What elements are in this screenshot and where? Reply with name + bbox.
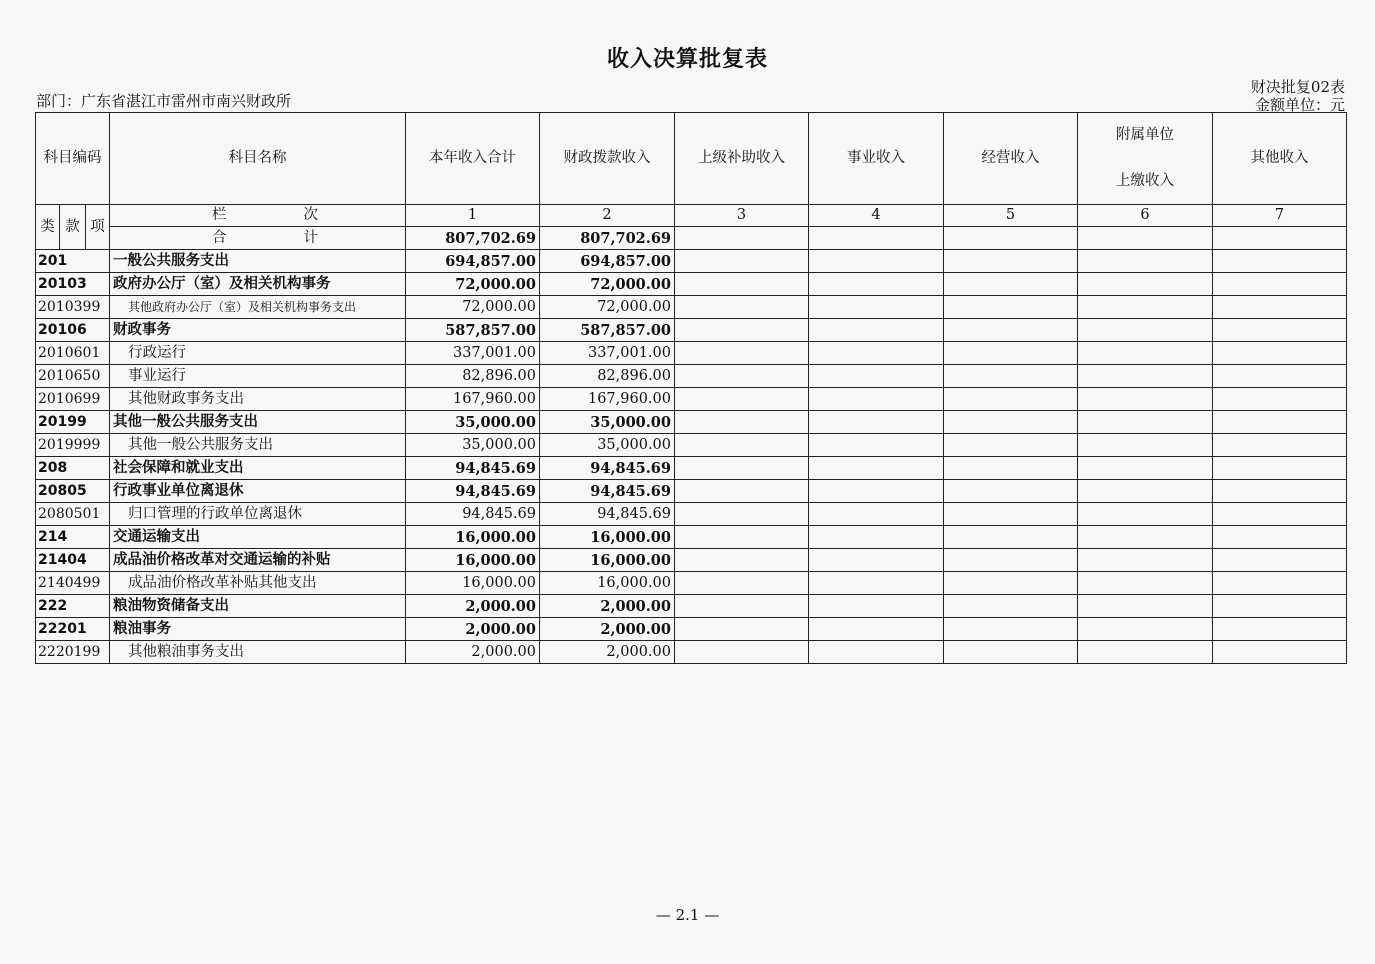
row-code: 2010399: [36, 296, 110, 319]
row-name: 其他一般公共服务支出: [110, 434, 406, 457]
table-row: [36, 319, 1347, 342]
row-fiscal: 16,000.00: [540, 549, 675, 572]
row-code: 201: [36, 250, 110, 273]
row-total: 2,000.00: [406, 641, 540, 664]
row-fiscal: 16,000.00: [540, 526, 675, 549]
col-num-5: 5: [944, 205, 1078, 227]
row-empty-cell: [944, 388, 1078, 411]
col-header-affiliated-line2: 上缴收入: [1116, 172, 1174, 189]
row-empty-cell: [809, 434, 944, 457]
row-empty-cell: [809, 365, 944, 388]
row-empty-cell: [1213, 365, 1347, 388]
row-code: 2019999: [36, 434, 110, 457]
row-name: 其他财政事务支出: [110, 388, 406, 411]
income-table: [35, 112, 1347, 664]
row-total: 35,000.00: [406, 434, 540, 457]
row-empty-cell: [1078, 641, 1213, 664]
row-empty-cell: [1213, 526, 1347, 549]
row-total: 694,857.00: [406, 250, 540, 273]
row-empty-cell: [1213, 503, 1347, 526]
row-empty-cell: [809, 549, 944, 572]
col-header-fiscal: 财政拨款收入: [540, 113, 675, 205]
row-name: 事业运行: [110, 365, 406, 388]
row-code: 208: [36, 457, 110, 480]
col-num-3: 3: [675, 205, 809, 227]
row-total: 16,000.00: [406, 572, 540, 595]
row-empty-cell: [1078, 457, 1213, 480]
row-empty-cell: [809, 411, 944, 434]
row-empty-cell: [675, 549, 809, 572]
row-code: 2220199: [36, 641, 110, 664]
row-empty-cell: [1078, 296, 1213, 319]
col-header-code: 科目编码: [36, 113, 110, 205]
row-empty-cell: [675, 411, 809, 434]
row-empty-cell: [944, 618, 1078, 641]
row-empty-cell: [675, 388, 809, 411]
row-empty-cell: [1078, 319, 1213, 342]
row-name: 一般公共服务支出: [110, 250, 406, 273]
row-name: 成品油价格改革对交通运输的补贴: [110, 549, 406, 572]
table-row: [36, 457, 1347, 480]
row-empty-cell: [1213, 480, 1347, 503]
table-row: [36, 641, 1347, 664]
row-empty-cell: [675, 434, 809, 457]
row-empty-cell: [809, 503, 944, 526]
row-name: 行政事业单位离退休: [110, 480, 406, 503]
col-header-operating: 经营收入: [944, 113, 1078, 205]
row-empty-cell: [944, 549, 1078, 572]
row-empty-cell: [1213, 319, 1347, 342]
table-row: [36, 503, 1347, 526]
row-empty-cell: [1213, 457, 1347, 480]
row-code: 2140499: [36, 572, 110, 595]
row-empty-cell: [1078, 365, 1213, 388]
row-total: 587,857.00: [406, 319, 540, 342]
row-empty-cell: [809, 595, 944, 618]
row-empty-cell: [1213, 595, 1347, 618]
department-label: 部门：广东省湛江市雷州市南兴财政所: [36, 92, 292, 110]
row-fiscal: 94,845.69: [540, 457, 675, 480]
page-title: 收入决算批复表: [606, 47, 768, 72]
col-header-affiliated-line1: 附属单位: [1116, 127, 1174, 144]
row-fiscal: 694,857.00: [540, 250, 675, 273]
row-empty-cell: [1078, 411, 1213, 434]
table-row: [36, 618, 1347, 641]
row-empty-cell: [1213, 434, 1347, 457]
row-empty-cell: [1078, 618, 1213, 641]
row-empty-cell: [1078, 595, 1213, 618]
row-empty-cell: [944, 595, 1078, 618]
row-empty-cell: [944, 319, 1078, 342]
row-empty-cell: [809, 457, 944, 480]
row-name: 交通运输支出: [110, 526, 406, 549]
row-empty-cell: [675, 572, 809, 595]
row-empty-cell: [1078, 503, 1213, 526]
row-empty-cell: [809, 526, 944, 549]
row-empty-cell: [944, 503, 1078, 526]
row-name: 归口管理的行政单位离退休: [110, 503, 406, 526]
row-empty-cell: [944, 365, 1078, 388]
header-row: [36, 113, 1347, 205]
row-code: 214: [36, 526, 110, 549]
row-name: 其他一般公共服务支出: [110, 411, 406, 434]
row-empty-cell: [1078, 434, 1213, 457]
table-row: [36, 365, 1347, 388]
row-empty-cell: [944, 480, 1078, 503]
row-total: 2,000.00: [406, 595, 540, 618]
row-total: 337,001.00: [406, 342, 540, 365]
row-empty-cell: [1213, 273, 1347, 296]
row-fiscal: 82,896.00: [540, 365, 675, 388]
row-code: 20199: [36, 411, 110, 434]
row-total: 82,896.00: [406, 365, 540, 388]
row-fiscal: 167,960.00: [540, 388, 675, 411]
row-code: 2010650: [36, 365, 110, 388]
row-empty-cell: [1078, 526, 1213, 549]
row-empty-cell: [944, 457, 1078, 480]
row-total: 94,845.69: [406, 503, 540, 526]
row-empty-cell: [675, 342, 809, 365]
row-empty-cell: [944, 572, 1078, 595]
table-row: [36, 250, 1347, 273]
row-name: 粮油物资储备支出: [110, 595, 406, 618]
row-empty-cell: [675, 480, 809, 503]
row-empty-cell: [675, 503, 809, 526]
row-empty-cell: [809, 250, 944, 273]
row-name: 其他政府办公厅（室）及相关机构事务支出: [110, 296, 406, 319]
column-number-row: [36, 205, 1347, 227]
row-empty-cell: [1213, 572, 1347, 595]
row-empty-cell: [1078, 250, 1213, 273]
col-num-6: 6: [1078, 205, 1213, 227]
row-empty-cell: [944, 526, 1078, 549]
row-empty-cell: [1213, 549, 1347, 572]
row-empty-cell: [1213, 296, 1347, 319]
totals-row: [36, 227, 1347, 250]
row-code: 2010699: [36, 388, 110, 411]
row-fiscal: 2,000.00: [540, 595, 675, 618]
row-name: 政府办公厅（室）及相关机构事务: [110, 273, 406, 296]
row-empty-cell: [1213, 641, 1347, 664]
row-name: 粮油事务: [110, 618, 406, 641]
row-empty-cell: [675, 319, 809, 342]
row-code: 21404: [36, 549, 110, 572]
table-row: [36, 595, 1347, 618]
col-num-4: 4: [809, 205, 944, 227]
row-empty-cell: [809, 388, 944, 411]
table-row: [36, 388, 1347, 411]
row-name: 财政事务: [110, 319, 406, 342]
row-empty-cell: [1078, 480, 1213, 503]
row-total: 94,845.69: [406, 457, 540, 480]
row-total: 16,000.00: [406, 526, 540, 549]
col-num-1: 1: [406, 205, 540, 227]
page-number: — 2.1 —: [655, 906, 720, 924]
row-fiscal: 72,000.00: [540, 296, 675, 319]
row-code: 2080501: [36, 503, 110, 526]
row-empty-cell: [675, 618, 809, 641]
row-total: 94,845.69: [406, 480, 540, 503]
col-xiang: 项: [86, 205, 110, 250]
row-total: 2,000.00: [406, 618, 540, 641]
table-row: [36, 342, 1347, 365]
col-kuan: 款: [60, 205, 86, 250]
table-row: [36, 480, 1347, 503]
table-row: [36, 549, 1347, 572]
lanci-label: 栏 次: [110, 205, 406, 227]
row-empty-cell: [944, 411, 1078, 434]
row-total: 167,960.00: [406, 388, 540, 411]
form-code: 财决批复02表: [1250, 78, 1345, 96]
row-empty-cell: [944, 296, 1078, 319]
col-header-total: 本年收入合计: [406, 113, 540, 205]
row-code: 20103: [36, 273, 110, 296]
totals-total: 807,702.69: [406, 227, 540, 250]
row-empty-cell: [809, 618, 944, 641]
row-total: 16,000.00: [406, 549, 540, 572]
row-empty-cell: [675, 273, 809, 296]
row-empty-cell: [944, 434, 1078, 457]
row-empty-cell: [809, 342, 944, 365]
row-code: 20805: [36, 480, 110, 503]
col-num-7: 7: [1213, 205, 1347, 227]
row-fiscal: 72,000.00: [540, 273, 675, 296]
table-row: [36, 526, 1347, 549]
row-total: 35,000.00: [406, 411, 540, 434]
col-header-affiliated: [1078, 113, 1213, 205]
row-fiscal: 35,000.00: [540, 434, 675, 457]
col-header-business: 事业收入: [809, 113, 944, 205]
row-name: 社会保障和就业支出: [110, 457, 406, 480]
row-empty-cell: [944, 342, 1078, 365]
col-header-superior: 上级补助收入: [675, 113, 809, 205]
unit-label: 金额单位：元: [1254, 96, 1345, 114]
row-fiscal: 16,000.00: [540, 572, 675, 595]
row-empty-cell: [675, 250, 809, 273]
row-empty-cell: [1078, 549, 1213, 572]
row-empty-cell: [1078, 388, 1213, 411]
table-row: [36, 572, 1347, 595]
row-code: 20106: [36, 319, 110, 342]
row-fiscal: 2,000.00: [540, 641, 675, 664]
totals-label: 合 计: [110, 227, 406, 250]
row-empty-cell: [809, 319, 944, 342]
row-empty-cell: [809, 480, 944, 503]
row-fiscal: 35,000.00: [540, 411, 675, 434]
col-header-other: 其他收入: [1213, 113, 1347, 205]
row-empty-cell: [809, 273, 944, 296]
col-lei: 类: [36, 205, 60, 250]
table-row: [36, 434, 1347, 457]
row-empty-cell: [1213, 618, 1347, 641]
row-empty-cell: [809, 296, 944, 319]
row-empty-cell: [809, 641, 944, 664]
row-empty-cell: [1078, 572, 1213, 595]
row-code: 222: [36, 595, 110, 618]
row-empty-cell: [1213, 411, 1347, 434]
row-empty-cell: [675, 457, 809, 480]
row-code: 22201: [36, 618, 110, 641]
row-empty-cell: [1213, 388, 1347, 411]
totals-fiscal: 807,702.69: [540, 227, 675, 250]
row-empty-cell: [675, 595, 809, 618]
row-fiscal: 94,845.69: [540, 503, 675, 526]
row-empty-cell: [944, 250, 1078, 273]
row-empty-cell: [675, 365, 809, 388]
table-row: [36, 296, 1347, 319]
row-total: 72,000.00: [406, 273, 540, 296]
row-empty-cell: [944, 273, 1078, 296]
row-code: 2010601: [36, 342, 110, 365]
row-empty-cell: [675, 296, 809, 319]
table-row: [36, 273, 1347, 296]
row-empty-cell: [809, 572, 944, 595]
col-num-2: 2: [540, 205, 675, 227]
row-name: 行政运行: [110, 342, 406, 365]
row-fiscal: 2,000.00: [540, 618, 675, 641]
row-name: 其他粮油事务支出: [110, 641, 406, 664]
row-fiscal: 94,845.69: [540, 480, 675, 503]
row-empty-cell: [1213, 342, 1347, 365]
row-empty-cell: [1078, 342, 1213, 365]
row-total: 72,000.00: [406, 296, 540, 319]
row-fiscal: 587,857.00: [540, 319, 675, 342]
row-empty-cell: [1213, 250, 1347, 273]
table-row: [36, 411, 1347, 434]
row-empty-cell: [1078, 273, 1213, 296]
row-empty-cell: [675, 526, 809, 549]
col-header-name: 科目名称: [110, 113, 406, 205]
row-empty-cell: [944, 641, 1078, 664]
row-fiscal: 337,001.00: [540, 342, 675, 365]
row-empty-cell: [675, 641, 809, 664]
row-name: 成品油价格改革补贴其他支出: [110, 572, 406, 595]
